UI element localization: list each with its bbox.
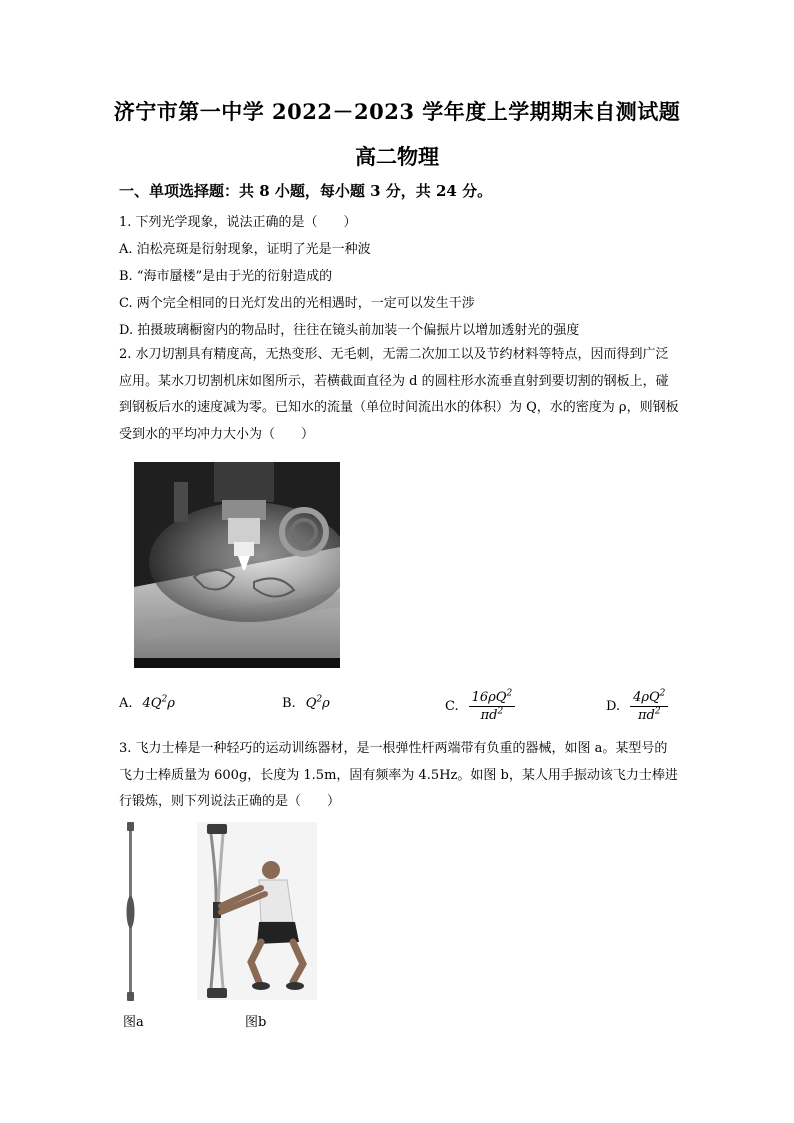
q2-option-a-base: 4Q — [142, 696, 162, 711]
q2-option-d-fraction — [630, 690, 668, 723]
q1-option-c: C. 两个完全相同的日光灯发出的光相遇时，一定可以发生干涉 — [119, 296, 475, 311]
q2-option-c-fraction — [469, 690, 516, 723]
q2-option-c-num-sup: 2 — [506, 688, 513, 699]
q2-option-c-label: C. — [445, 699, 459, 714]
q2-option-d-den-sup: 2 — [654, 706, 661, 717]
q2-option-b — [282, 696, 330, 711]
q2-option-c-num-base: 16ρQ — [471, 690, 507, 705]
figure-a-caption: 图a — [123, 1015, 144, 1030]
q2-option-d-numerator — [630, 690, 668, 707]
q2-option-b-expr — [306, 696, 330, 711]
q2-option-c-numerator — [469, 690, 516, 707]
q2-option-d-num-sup: 2 — [659, 688, 666, 699]
q2-option-a-label: A. — [119, 696, 133, 711]
q2-option-c-denominator — [481, 707, 504, 723]
q2-option-c-den-base: πd — [480, 708, 498, 723]
q2-stem: 2. 水刀切割具有精度高，无热变形、无毛刺，无需二次加工以及节约材料等特点，因而得到广泛应用。某水刀切割机床如图所示，若横截面直径为 d 的圆柱形水流垂直射到要切割的钢板上，碰到钢板后水的速度减为零。已知水的流量（单位时间流出水的体积）为 Q，水的密度为 ρ，则钢板受到水的平均冲力大小为（ ） — [119, 347, 679, 442]
q2-option-d-num-base: 4ρQ — [633, 690, 660, 705]
flexi-bar-figure-a — [120, 822, 142, 1002]
q3-stem: 3. 飞力士棒是一种轻巧的运动训练器材，是一根弹性杆两端带有负重的器械，如图 a。某型号的飞力士棒质量为 600g，长度为 1.5m，固有频率为 4.5Hz。如图 b，某人用手振动该飞力士棒进行锻炼，则下列说法正确的是（ ） — [119, 741, 678, 809]
water-jet-photo — [134, 462, 340, 668]
q2-option-a-tail: ρ — [167, 696, 175, 711]
q2-option-b-base: Q — [305, 696, 317, 711]
q2-option-d-denominator — [638, 707, 661, 723]
q2-option-c-den-sup: 2 — [497, 706, 504, 717]
q2-option-c — [445, 690, 515, 723]
q1-stem: 1. 下列光学现象，说法正确的是（ ） — [119, 215, 357, 230]
person-exercise-figure-b — [197, 822, 317, 1000]
q2-option-a-expr — [143, 696, 175, 711]
figure-b-caption: 图b — [245, 1015, 267, 1030]
q1-option-a: A. 泊松亮斑是衍射现象，证明了光是一种波 — [119, 242, 371, 257]
q1-option-d: D. 拍摄玻璃橱窗内的物品时，往往在镜头前加装一个偏振片以增加透射光的强度 — [119, 323, 580, 338]
q2-option-a-sup: 2 — [161, 694, 168, 705]
q2-option-d-den-base: πd — [637, 708, 655, 723]
exam-title: 济宁市第一中学 2022－2023 学年度上学期期末自测试题 — [113, 99, 681, 124]
section-heading: 一、单项选择题：共 8 小题，每小题 3 分，共 24 分。 — [119, 182, 493, 200]
q2-option-b-label: B. — [282, 696, 296, 711]
exam-subtitle: 高二物理 — [355, 144, 439, 169]
q2-option-b-sup: 2 — [316, 694, 323, 705]
q2-option-d-label: D. — [606, 699, 621, 714]
q1-option-b: B. “海市蜃楼”是由于光的衍射造成的 — [119, 269, 333, 284]
q2-option-b-tail: ρ — [322, 696, 330, 711]
q2-option-d — [606, 690, 668, 723]
q2-option-a — [119, 696, 175, 711]
